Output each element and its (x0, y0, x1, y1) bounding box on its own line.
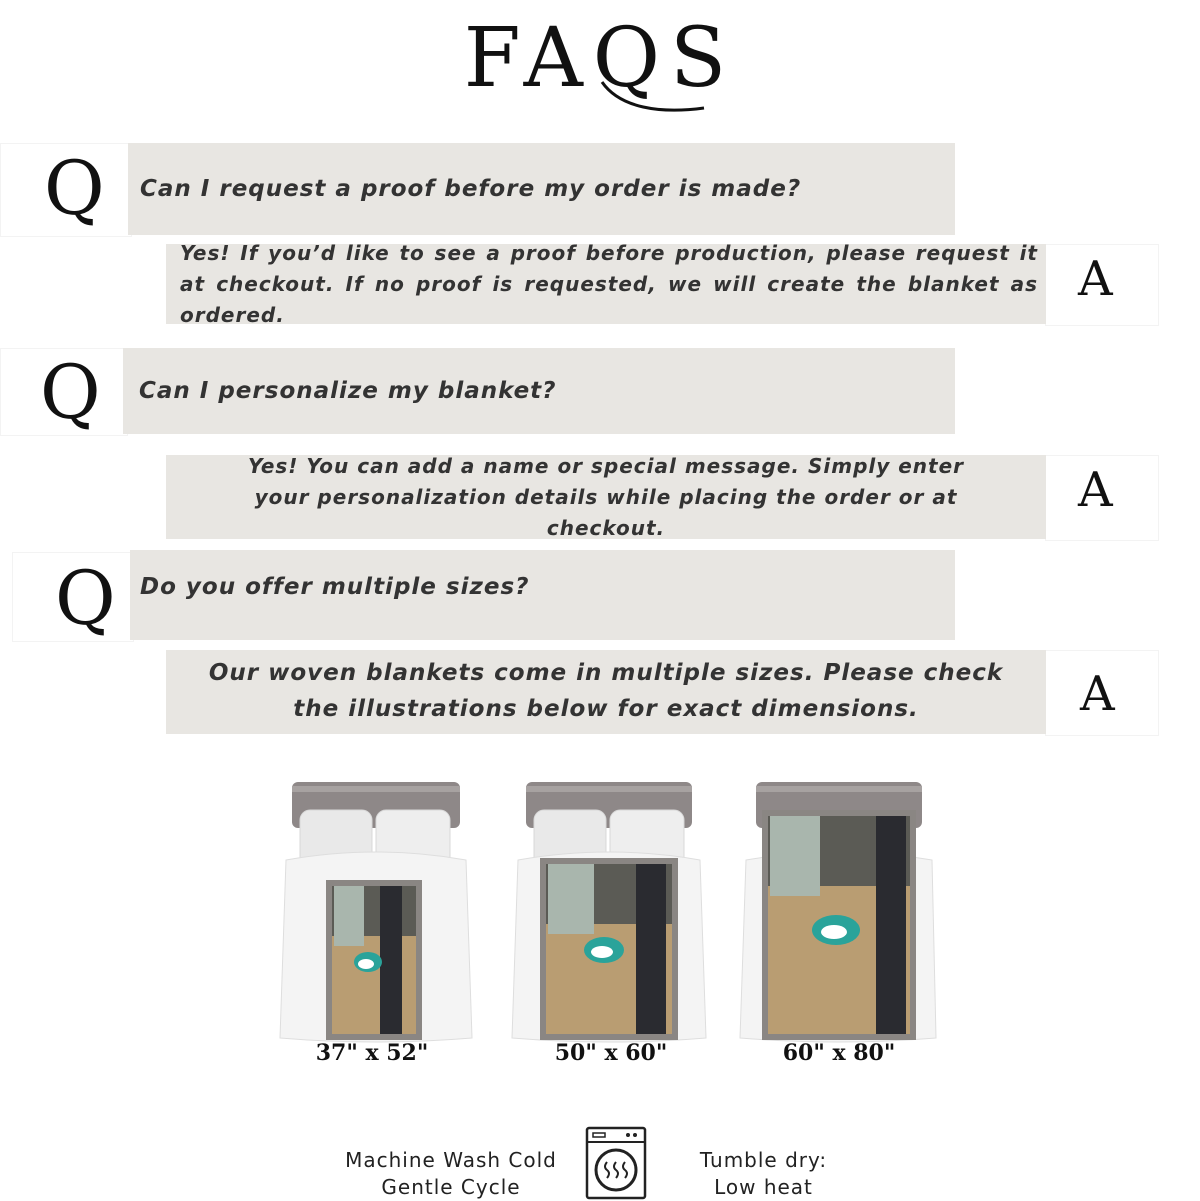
wash-line-2: Gentle Cycle (381, 1175, 521, 1199)
size-label-medium: 50" x 60" (554, 1040, 668, 1066)
title-swash-decoration (600, 78, 710, 118)
bed-large-illustration (736, 780, 941, 1045)
size-label-small: 37" x 52" (315, 1040, 429, 1066)
wash-instructions (336, 1147, 566, 1201)
faq-q-glyph: Q (55, 556, 116, 642)
faq-question-1: Can I request a proof before my order is made? (128, 143, 955, 235)
dry-line-2: Low heat (714, 1175, 813, 1199)
faq-question-3: Do you offer multiple sizes? (130, 550, 955, 640)
faq-question-2: Can I personalize my blanket? (123, 348, 955, 434)
faq-answer-3-text: Our woven blankets come in multiple sizes. Please check the illustrations below for exact dimensions. (208, 660, 1004, 722)
faq-q-glyph: Q (40, 350, 101, 436)
faq-answer-1 (166, 240, 1046, 327)
faq-q-glyph: Q (44, 146, 105, 232)
faq-answer-1-text: Yes! If you’d like to see a proof before production, please request it at checkout. If no proof is requested, we will create the blanket as ordered. (180, 240, 1038, 327)
bed-small-illustration (276, 780, 476, 1045)
faq-a-glyph: A (1080, 666, 1115, 722)
bed-medium-illustration (504, 780, 714, 1045)
dry-instructions (676, 1147, 851, 1201)
faq-answer-2-text: Yes! You can add a name or special message. Simply enter your personalization details while placing the order or at checkout. (247, 453, 965, 540)
dry-line-1: Tumble dry: (699, 1148, 828, 1172)
size-label-large: 60" x 80" (782, 1040, 896, 1066)
faq-a-glyph: A (1078, 251, 1113, 307)
faq-answer-3 (166, 650, 1046, 734)
page-title: FAQS (463, 11, 737, 106)
faq-a-glyph: A (1078, 462, 1113, 518)
faq-answer-2 (166, 455, 1046, 539)
wash-line-1: Machine Wash Cold (345, 1148, 557, 1172)
washing-machine-icon (585, 1126, 647, 1200)
